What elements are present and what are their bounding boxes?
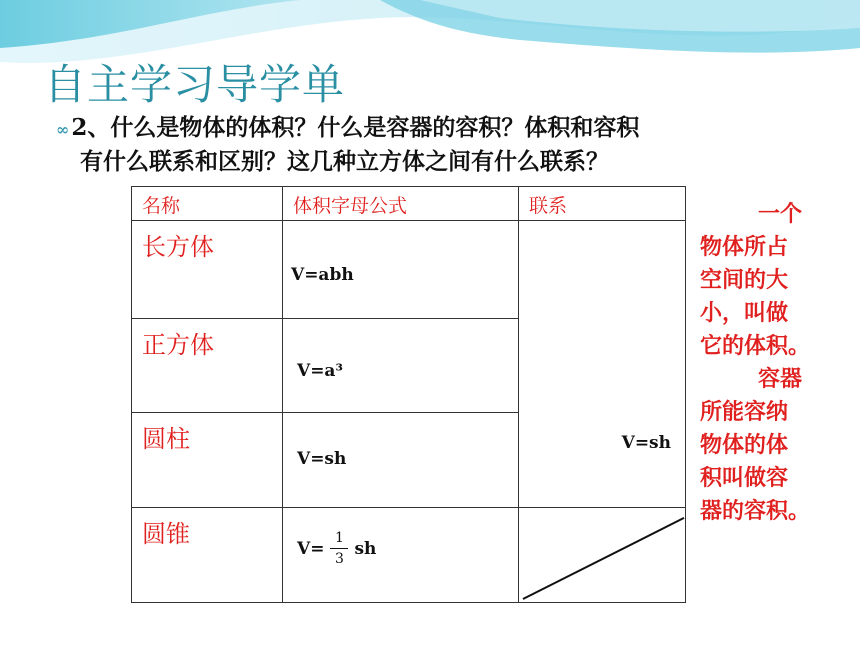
- header-formula: 体积字母公式: [283, 187, 519, 221]
- row-cuboid-formula-cell: [283, 221, 519, 319]
- bullet-icon: ∞: [56, 120, 70, 139]
- row-cone-name: 圆锥: [132, 508, 283, 603]
- relation-cell: [519, 221, 686, 508]
- row-cylinder-formula-cell: [283, 413, 519, 508]
- relation-empty-cell: [519, 508, 686, 603]
- row-cuboid-formula: V=abh: [291, 265, 354, 285]
- row-cube-name: 正方体: [132, 319, 283, 413]
- header-name: 名称: [132, 187, 283, 221]
- row-cuboid-name: 长方体: [132, 221, 283, 319]
- row-cube-formula: V=a³: [297, 361, 343, 381]
- formula-table: [131, 186, 686, 603]
- row-cone-formula-cell: [283, 508, 519, 603]
- relation-formula: V=sh: [621, 433, 671, 453]
- question-line-1: 2、什么是物体的体积？什么是容器的容积？体积和容积: [71, 114, 640, 141]
- row-cone-formula: V= $\frac{1}{3}$ sh: [297, 530, 377, 567]
- row-cube-formula-cell: [283, 319, 519, 413]
- page-title: 自主学习导学单: [44, 60, 346, 109]
- question-text: [56, 112, 816, 178]
- row-cylinder-name: 圆柱: [132, 413, 283, 508]
- row-cylinder-formula: V=sh: [297, 449, 347, 469]
- header-relation: 联系: [519, 187, 686, 221]
- diagonal-line: [519, 508, 685, 602]
- question-line-2: 有什么联系和区别？这几种立方体之间有什么联系？: [80, 148, 609, 175]
- fraction-one-third: $\frac{1}{3}$: [330, 530, 348, 567]
- definition-note: 一个 物体所占 空间的大 小，叫做 它的体积。 容器 所能容纳 物体的体 积叫做容 器的容积。: [700, 202, 811, 524]
